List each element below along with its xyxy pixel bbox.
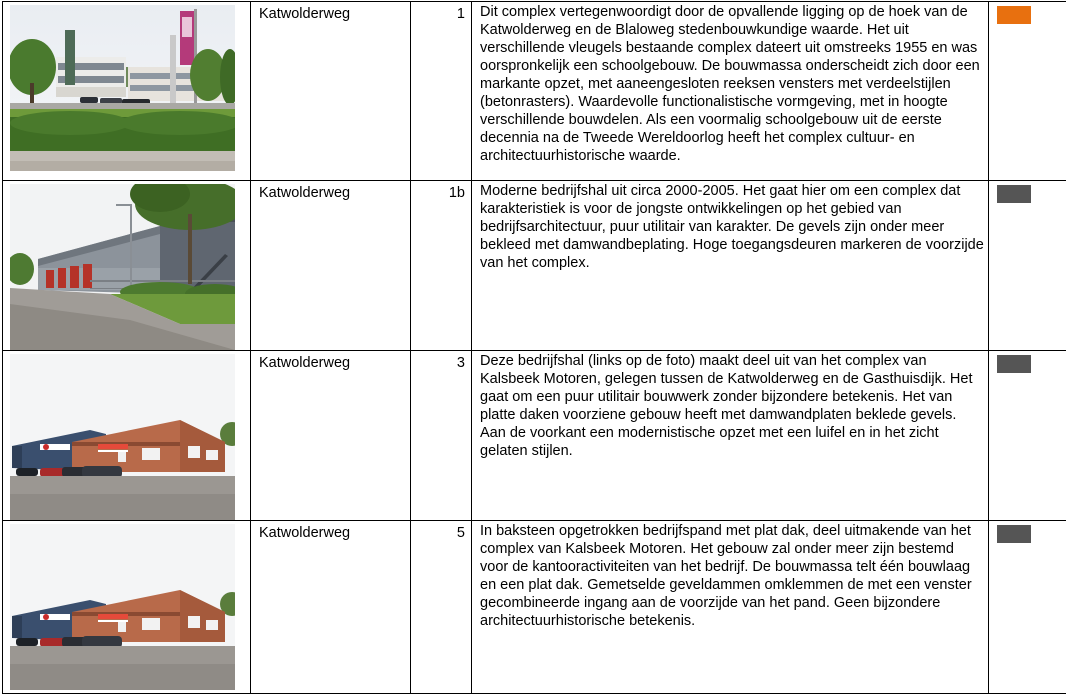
street-name: Katwolderweg [259,525,351,541]
photo-cell [3,181,251,351]
garage-complex-photo [10,524,235,690]
street-name: Katwolderweg [259,185,351,201]
table-row [3,351,1066,521]
description: Deze bedrijfshal (links op de foto) maakt deel uit van het complex van Kalsbeek Motoren, gelegen tussen de Katwolderweg en de Gasthuisdijk. Het gaat om een puur utilitair bouwwerk zonder bijzondere betekenis. Het van platte daken voorziene gebouw heeft met damwandplaten beklede gevels. Aan de voorkant een modernistische opzet met een luifel en in het zicht gelaten stijlen. [480,353,973,459]
table-row [3,181,1066,351]
photo-cell [3,351,251,521]
house-number: 1 [456,6,465,22]
garage-complex-photo [10,354,235,520]
school-building-photo [10,5,235,171]
table-row [3,2,1066,181]
description: In baksteen opgetrokken bedrijfspand met plat dak, deel uitmakende van het complex van Kalsbeek Motoren. Het gebouw zal onder meer zijn bestemd voor de kantooractiviteiten van het bedrijf. De bouwmassa telt één bouwlaag en een plat dak. Gemetselde geveldammen omklemmen de met een venster gecombineerde ingang aan de voorzijde van het pand. Geen bijzondere architectuurhistorische betekenis. [480,523,972,629]
status-swatch [997,185,1031,203]
description: Moderne bedrijfshal uit circa 2000-2005. Het gaat hier om een complex dat karakteristiek is voor de jongste ontwikkelingen op het gebied van bedrijfsarchitectuur, puur utilitair van karakter. De gevels zijn onder meer bekleed met damwandbeplating. Hoge toegangsdeuren markeren de voorzijde van het complex. [480,183,984,271]
street-name: Katwolderweg [259,355,351,371]
street-name: Katwolderweg [259,6,351,22]
photo-cell [3,521,251,694]
house-number: 3 [456,355,465,371]
status-swatch [997,355,1031,373]
industrial-hall-photo [10,184,235,350]
building-inventory-table [2,1,1066,694]
photo-cell [3,2,251,181]
description: Dit complex vertegenwoordigt door de opvallende ligging op de hoek van de Katwolderweg en de Blaloweg stedenbouwkundige waarde. Het uit verschillende vleugels bestaande complex dateert uit omstreeks 1955 en was oorspronkelijk een schoolgebouw. De bouwmassa onderscheidt zich door een markante opzet, met aaneengesloten reeksen vensters met verdeelstijlen (betonrasters). Waardevolle functionalistische vormgeving, met in hoogte verschillende bouwdelen. Als een voormalig schoolgebouw uit de eerste decennia na de Tweede Wereldoorlog heeft het complex cultuur- en architectuurhistorische waarde. [480,4,980,164]
status-swatch [997,6,1031,24]
house-number: 5 [456,525,465,541]
table-row [3,521,1066,694]
house-number: 1b [448,185,465,201]
status-swatch [997,525,1031,543]
